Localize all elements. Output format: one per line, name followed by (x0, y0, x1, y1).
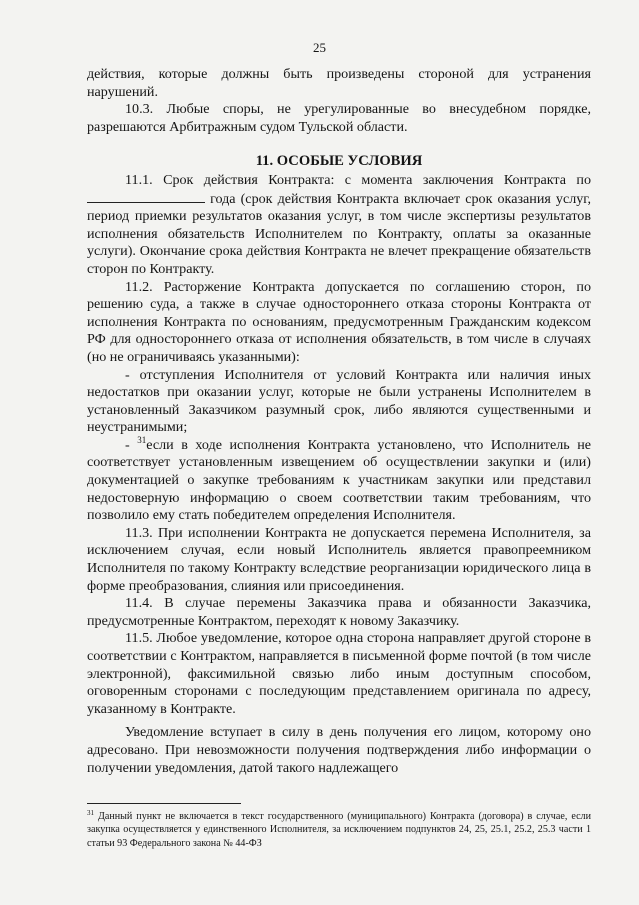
footnote (87, 810, 591, 850)
paragraph-11-2: 11.2. Расторжение Контракта допускается по соглашению сторон, по решению суда, а также в случае одностороннего отказа стороны Контракта от исполнения Контракта по основаниям, предусмотренным Гражданским кодексом РФ для одностороннего отказа от исполнения обязательств, в том числе в случаях (но не ограничиваясь указанными): (87, 278, 591, 365)
paragraph-11-1-rest: года (срок действия Контракта включает срок оказания услуг, период приемки результатов оказания услуг, в том числе экспертизы результатов исполнения обязательств Исполнителем по Контракту, оплаты за оказанные услуги). Окончание срока действия Контракта не влечет прекращение обязательств сторон по Контракту. (87, 190, 591, 277)
date-blank-line (87, 190, 205, 203)
paragraph-continuation: действия, которые должны быть произведены стороной для устранения нарушений. (87, 66, 591, 100)
paragraph-notice: Уведомление вступает в силу в день получения его лицом, которому оно адресовано. При невозможности получения подтверждения либо информации о получении уведомления, датой такого надлежащего (87, 724, 591, 776)
paragraph-10-3: 10.3. Любые споры, не урегулированные во внесудебном порядке, разрешаются Арбитражным судом Тульской области. (87, 101, 591, 135)
footnote-text: Данный пункт не включается в текст государственного (муниципального) Контракта (договора) в случае, если закупка осуществляется у единственного Исполнителя, за исключением подпунктов 24, 25, 25.1, 25.2, 25.3 части 1 статьи 93 Федерального закона № 44-ФЗ (87, 811, 591, 849)
section-heading: 11. ОСОБЫЕ УСЛОВИЯ (255, 153, 423, 170)
footnote-number: 31 (87, 809, 94, 817)
footnote-reference: 31 (137, 434, 147, 445)
page-number: 25 (313, 40, 326, 55)
document-body (87, 66, 591, 777)
paragraph-11-5: 11.5. Любое уведомление, которое одна сторона направляет другой стороне в соответствии с Контрактом, направляется в письменной форме почтой (в том числе электронной), факсимильной связью либо иным доступным способом, оговоренным сторонами с последующим представлением оригинала по адресу, указанному в Контракте. (87, 630, 591, 717)
paragraph-11-4: 11.4. В случае перемены Заказчика права и обязанности Заказчика, предусмотренные Контрактом, переходят к новому Заказчику. (87, 595, 591, 629)
list-item-dash-1: - отступления Исполнителя от условий Контракта или наличия иных недостатков при оказании услуг, которые не были устранены Исполнителем в установленный Заказчиком разумный срок, либо являются существенными и неустранимыми; (87, 366, 591, 436)
dash-marker: - (125, 436, 138, 453)
paragraph-11-1 (87, 172, 591, 279)
paragraph-11-3: 11.3. При исполнении Контракта не допускается перемена Исполнителя, за исключением случая, если новый Исполнитель является правопреемником Исполнителя по такому Контракту вследствие реорганизации юридического лица в форме преобразования, слияния или присоединения. (87, 524, 591, 594)
footnote-separator (87, 803, 241, 804)
list-item-dash-2 (87, 434, 591, 525)
list-item-dash-2-text: если в ходе исполнения Контракта установлено, что Исполнитель не соответствует установленным извещением об осуществлении закупки и (или) документацией о закупке требованиям к участникам закупки или представил недостоверную информацию о своем соответствии таким требованиям, что позволило ему стать победителем определения Исполнителя. (87, 436, 591, 524)
paragraph-11-1-start: 11.1. Срок действия Контракта: с момента заключения Контракта по (125, 171, 591, 188)
